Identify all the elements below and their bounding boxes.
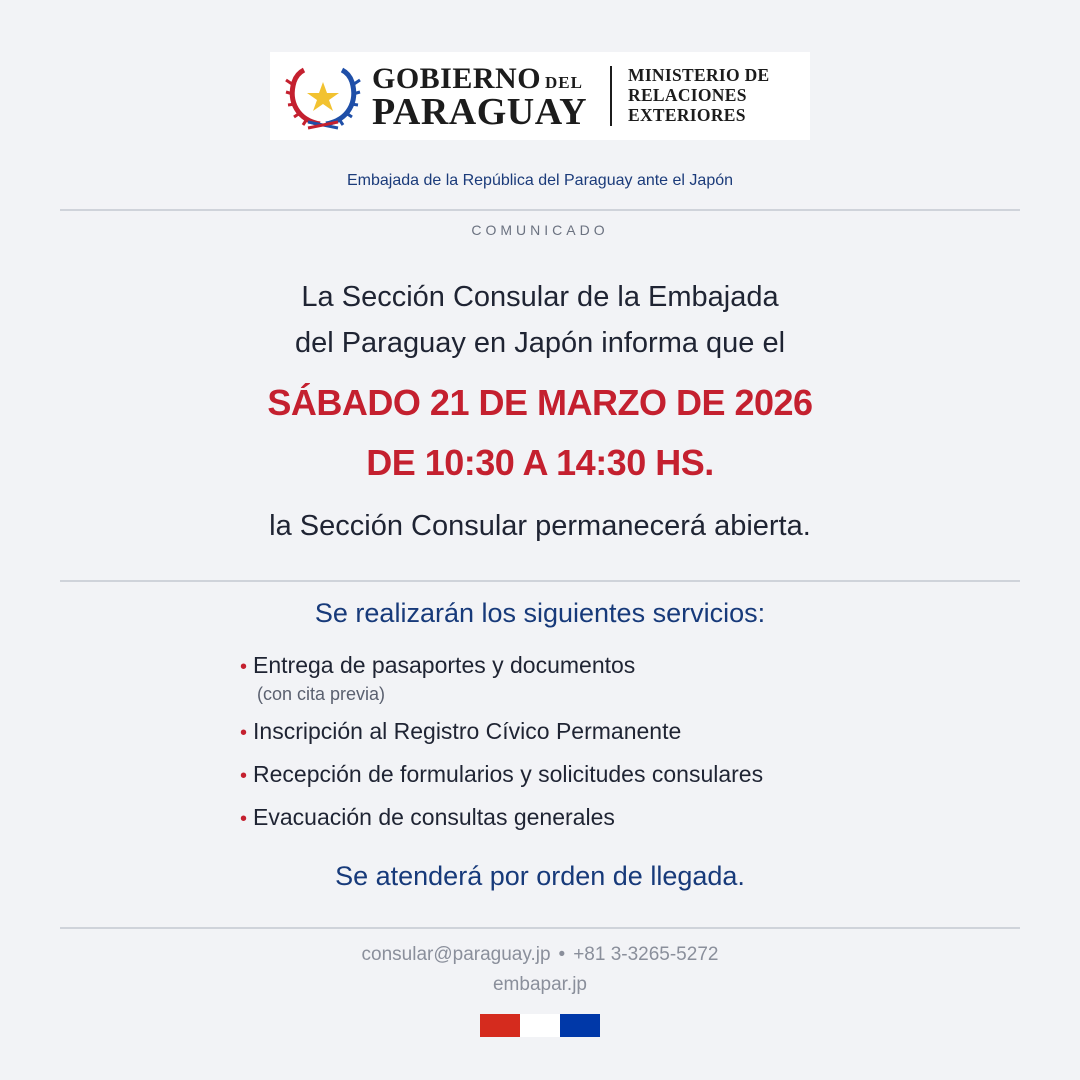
flag-red-stripe [480, 1014, 520, 1037]
notice-open-text: la Sección Consular permanecerá abierta. [269, 510, 811, 542]
paraguay-emblem-icon [284, 62, 362, 132]
intro-line: del Paraguay en Japón informa que el [294, 327, 786, 359]
service-item [240, 718, 681, 745]
service-item [240, 652, 635, 679]
ministry-name [628, 65, 770, 125]
service-label: Recepción de formularios y solicitudes consulares [253, 761, 764, 787]
ministry-line: EXTERIORES [628, 105, 746, 125]
services-title: Se realizarán los siguientes servicios: [314, 598, 766, 628]
flag-white-stripe [520, 1014, 560, 1037]
ministry-line: RELACIONES [628, 85, 747, 105]
ministry-line: MINISTERIO DE [628, 65, 770, 85]
logo-divider [610, 66, 612, 126]
bullet-icon: • [240, 808, 248, 830]
logo-title-line2: PARAGUAY [372, 91, 588, 133]
logo-del: DEL [545, 73, 583, 92]
service-item [240, 761, 763, 788]
service-label: Entrega de pasaportes y documentos [253, 652, 636, 678]
service-label: Evacuación de consultas generales [253, 804, 615, 830]
flag-blue-stripe [560, 1014, 600, 1037]
bullet-icon: • [240, 656, 248, 678]
service-note: (con cita previa) [257, 684, 386, 704]
bullet-icon: • [240, 722, 248, 744]
contact-line [0, 944, 1080, 966]
notice-hours: DE 10:30 A 14:30 HS. [366, 442, 714, 483]
email-link[interactable]: consular@paraguay.jp [361, 944, 551, 965]
service-item [240, 804, 615, 831]
notice-intro [0, 274, 1080, 366]
logo-title-line1: GOBIERNO DEL [372, 62, 583, 95]
phone-link[interactable]: +81 3-3265-5272 [573, 944, 719, 965]
arrival-note: Se atenderá por orden de llegada. [335, 861, 745, 891]
website-link[interactable]: embapar.jp [492, 974, 587, 995]
divider [60, 580, 1020, 582]
government-logo [270, 52, 810, 140]
embassy-name: Embajada de la República del Paraguay ante el Japón [346, 172, 734, 189]
intro-line: La Sección Consular de la Embajada [301, 281, 779, 313]
notice-label: COMUNICADO [471, 222, 609, 238]
bullet-icon: • [240, 765, 248, 787]
contact-separator: • [558, 944, 566, 965]
divider [60, 927, 1020, 929]
divider [60, 209, 1020, 211]
service-label: Inscripción al Registro Cívico Permanente [253, 718, 682, 744]
notice-date: SÁBADO 21 DE MARZO DE 2026 [267, 382, 813, 423]
